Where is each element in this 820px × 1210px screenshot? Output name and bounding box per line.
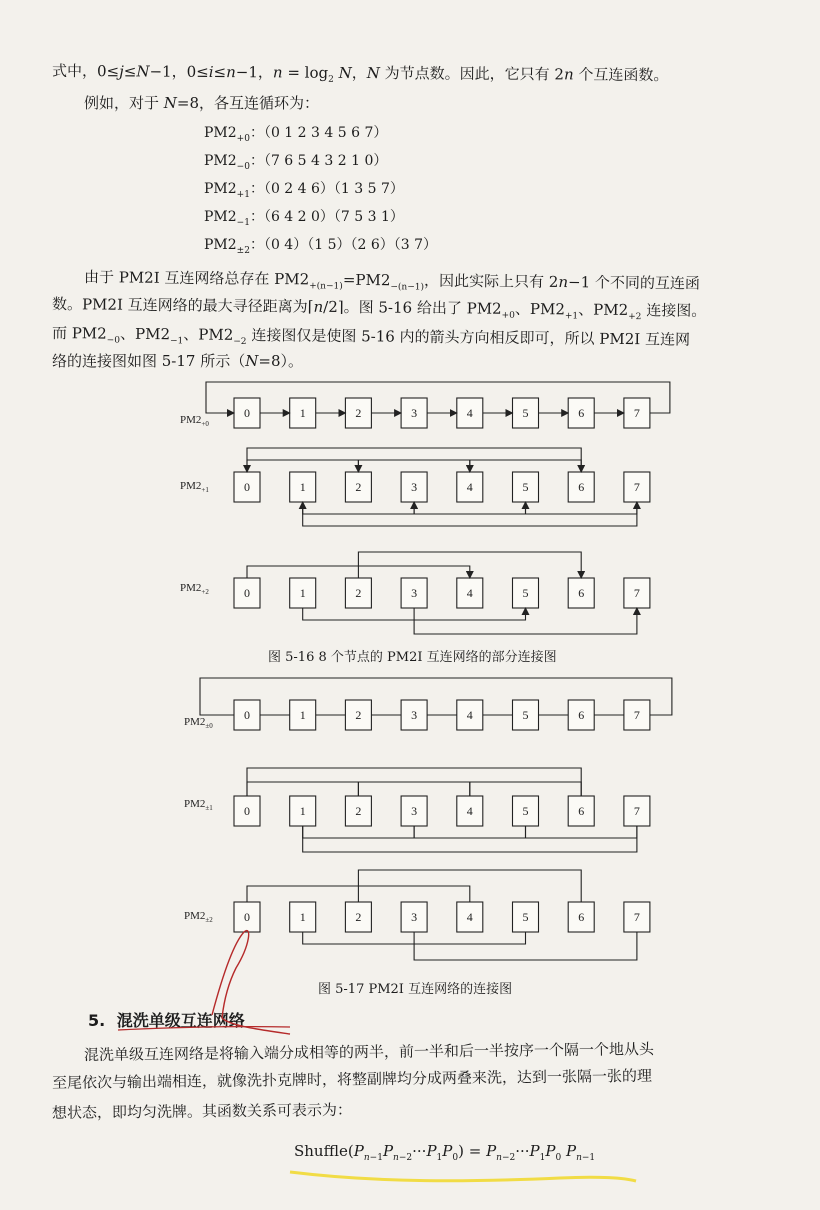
para1-line-2: 数。PM2I 互连网络的最大寻径距离为⌈n/2⌉。图 5-16 给出了 $PM2_{+0}$、$PM2_{+1}$、$PM2_{+2}$ 连接图。 xyxy=(51,295,707,323)
red-underline xyxy=(118,1027,290,1030)
fig17-row3-node-label: 0 xyxy=(244,910,250,924)
fig16-row1-node-label: 4 xyxy=(466,406,473,420)
fig17-row2-node-label: 2 xyxy=(355,804,362,818)
fig16-row1-node-label: 7 xyxy=(633,406,640,420)
fig17-row2-node-label: 5 xyxy=(522,804,529,818)
fig17-row3-node-label: 5 xyxy=(522,910,529,924)
text-line-2: 例如，对于 N=8，各互连循环为： xyxy=(84,94,320,112)
fig16-row3-node-label: 5 xyxy=(522,586,529,600)
fig17-row2-node-label: 7 xyxy=(633,804,640,818)
figure-5-17-caption: 图 5-17 PM2I 互连网络的连接图 xyxy=(318,982,513,997)
fig17-row3-node-label: 7 xyxy=(633,910,640,924)
fig17-row1-node-label: 5 xyxy=(522,708,529,722)
fig17-row3-node-label: 1 xyxy=(299,910,306,924)
fig17-row3-node-label: 2 xyxy=(355,910,362,924)
section-title: 混洗单级互连网络 xyxy=(116,1011,245,1030)
fig17-row2-node-label: 1 xyxy=(299,804,306,818)
section-number: 5. xyxy=(88,1011,106,1030)
cycle-line-4: $PM2_{-1}$：（6 4 2 0）（7 5 3 1） xyxy=(204,209,404,228)
para2-line-1: 混洗单级互连网络是将输入端分成相等的两半，前一半和后一半按序一个隔一个地从头 xyxy=(83,1040,655,1064)
fig17-row3-node-label: 4 xyxy=(466,910,473,924)
para1-line-4: 络的连接图如图 5-17 所示（N=8）。 xyxy=(52,352,303,370)
fig16-row3-node-label: 7 xyxy=(633,586,640,600)
para2-line-3: 想状态，即均匀洗牌。其函数关系可表示为： xyxy=(51,1100,353,1122)
fig16-row3-node-label: 1 xyxy=(299,586,306,600)
text-line-1: 式中，0≤j≤N−1，0≤i≤n−1，$n = \log_2 N$，N 为节点数。因此，它只有 2n 个互连函数。 xyxy=(51,61,669,85)
fig17-row1-node-label: 6 xyxy=(578,708,585,722)
fig17-row3-node-label: 3 xyxy=(411,910,418,924)
fig16-row1-node-label: 5 xyxy=(522,406,529,420)
fig16-row3-node-label: 4 xyxy=(466,586,473,600)
para1-line-1: 由于 PM2I 互连网络总存在 $PM2_{+(n-1)}=PM2_{-(n-1)}$，因此实际上只有 2n−1 个不同的互连函 xyxy=(83,268,701,293)
fig16-row2-node-label: 3 xyxy=(411,480,418,494)
fig17-row1-node-label: 0 xyxy=(244,708,250,722)
fig17-row1-node-label: 3 xyxy=(411,708,418,722)
fig17-row2-node-label: 6 xyxy=(578,804,585,818)
red-pen-stroke xyxy=(212,931,290,1034)
fig16-label-pm2-plus-1: $PM2_{+1}$ xyxy=(180,480,209,494)
fig16-row3-node-label: 3 xyxy=(411,586,418,600)
fig16-row1-node-label: 2 xyxy=(355,406,362,420)
fig16-label-pm2-plus-0: $PM2_{+0}$ xyxy=(180,414,209,428)
fig17-row3-node-label: 6 xyxy=(578,910,585,924)
fig16-row2-node-label: 6 xyxy=(578,480,585,494)
fig16-row2-node-label: 7 xyxy=(633,480,640,494)
fig17-label-pm2-pm-1: $PM2_{\pm 1}$ xyxy=(184,798,213,812)
fig16-row2-node-label: 0 xyxy=(244,480,250,494)
fig16-row1-node-label: 3 xyxy=(411,406,418,420)
fig17-row2-node-label: 4 xyxy=(466,804,473,818)
cycle-line-3: $PM2_{+1}$：（0 2 4 6）（1 3 5 7） xyxy=(204,181,404,200)
cycle-line-1: $PM2_{+0}$：（0 1 2 3 4 5 6 7） xyxy=(204,125,388,144)
fig16-row3-node-label: 6 xyxy=(578,586,585,600)
fig17-row2-node-label: 3 xyxy=(411,804,418,818)
shuffle-formula: $Shuffle(P_{n-1}P_{n-2}\cdot\cdot\cdot P_1P_0) = P_{n-2}\cdot\cdot\cdot P_1P_0$ $P_{n-1}$ xyxy=(294,1142,596,1163)
fig17-label-pm2-pm-2: $PM2_{\pm 2}$ xyxy=(184,910,213,924)
fig17-row2-node-label: 0 xyxy=(244,804,250,818)
fig17-row1-node-label: 4 xyxy=(466,708,473,722)
fig16-row2-node-label: 1 xyxy=(299,480,306,494)
fig17-row1-node-label: 7 xyxy=(633,708,640,722)
fig16-row2-node-label: 5 xyxy=(522,480,529,494)
para1-line-3: 而 $PM2_{-0}$、$PM2_{-1}$、$PM2_{-2}$ 连接图仅是使图 5-16 内的箭头方向相反即可，所以 PM2I 互连网 xyxy=(51,324,691,349)
fig16-row3-node-label: 0 xyxy=(244,586,250,600)
fig17-label-pm2-pm-0: $PM2_{\pm 0}$ xyxy=(184,716,213,730)
fig16-row1-node-label: 1 xyxy=(299,406,306,420)
fig16-row1-node-label: 6 xyxy=(578,406,585,420)
fig16-label-pm2-plus-2: $PM2_{+2}$ xyxy=(180,582,209,596)
fig17-row1-node-label: 1 xyxy=(299,708,306,722)
figure-5-16-caption: 图 5-16 8 个节点的 PM2I 互连网络的部分连接图 xyxy=(268,650,557,665)
cycle-line-5: $PM2_{\pm 2}$：（0 4）（1 5）（2 6）（3 7） xyxy=(204,237,438,256)
fig16-row2-node-label: 4 xyxy=(466,480,473,494)
yellow-highlight-underline xyxy=(290,1172,636,1181)
fig16-row1-node-label: 0 xyxy=(244,406,250,420)
para2-line-2: 至尾依次与输出端相连，就像洗扑克牌时，将整副牌均分成两叠来洗，达到一张隔一张的理 xyxy=(51,1066,653,1092)
fig16-row2-node-label: 2 xyxy=(355,480,362,494)
cycle-line-2: $PM2_{-0}$：（7 6 5 4 3 2 1 0） xyxy=(204,153,388,172)
fig16-row3-node-label: 2 xyxy=(355,586,362,600)
fig17-row1-node-label: 2 xyxy=(355,708,362,722)
